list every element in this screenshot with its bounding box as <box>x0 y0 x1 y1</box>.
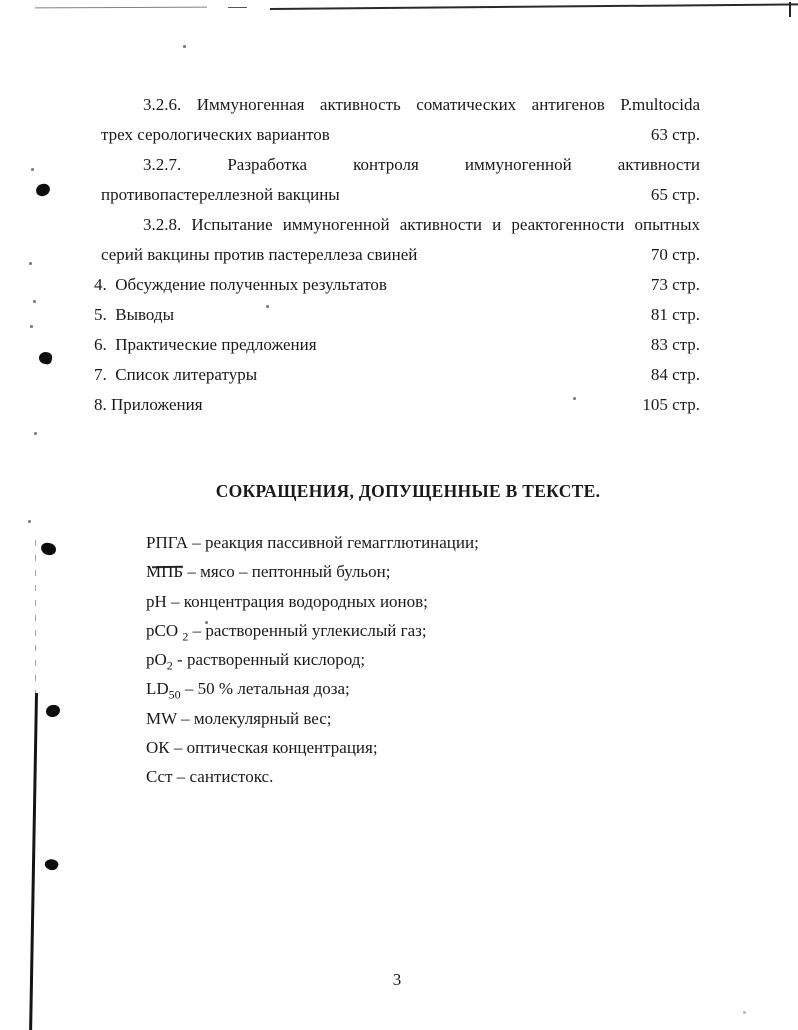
abbreviation-item <box>94 762 700 791</box>
abbr-text: MW – молекулярный вес; <box>146 708 332 728</box>
abbr-text: pO <box>146 650 167 670</box>
abbr-text: pCO <box>146 620 183 640</box>
toc-entry-8 <box>94 390 700 420</box>
toc-entry-3-2-6 <box>94 90 700 150</box>
scan-speck <box>31 168 34 171</box>
scan-speck <box>34 432 37 435</box>
scan-speck <box>743 1011 746 1014</box>
toc-page-ref: 83 стр. <box>650 335 700 354</box>
abbreviation-item <box>94 674 700 703</box>
scan-top-line-main <box>270 3 798 10</box>
toc-entry-title: 3.2.8. Испытание иммуногенной активности и реактогенности опытных <box>143 215 700 234</box>
abbr-text: – растворенный углекислый газ; <box>188 620 427 640</box>
page-number: 3 <box>392 970 402 989</box>
ink-blob <box>45 704 61 718</box>
scan-top-line-dash <box>228 7 247 9</box>
toc-page-ref: 81 стр. <box>650 305 700 324</box>
toc-entry-title: 3.2.6. Иммуногенная активность соматических антигенов P.multocida <box>143 95 700 114</box>
scan-speck <box>183 45 186 48</box>
scan-speck <box>28 520 31 523</box>
toc-entry-title-continuation: трех серологических вариантов <box>101 125 330 144</box>
scan-speck <box>33 300 36 303</box>
toc-entry-4 <box>94 270 700 300</box>
abbreviation-item <box>94 557 700 586</box>
toc-page-ref: 63 стр. <box>650 125 700 144</box>
abbreviation-item <box>94 645 700 674</box>
abbr-text: МПБ – мясо – пептонный бульон; <box>146 562 391 582</box>
abbreviation-item <box>94 587 700 616</box>
scan-left-margin-line-faint <box>35 540 36 696</box>
abbr-text: - растворенный кислород; <box>172 650 366 670</box>
scan-speck <box>29 262 32 265</box>
abbreviation-list <box>94 528 700 792</box>
toc-entry-title: 6. Практические предложения <box>94 335 317 354</box>
toc-entry-title: 3.2.7. Разработка контроля иммуногенной активности <box>143 155 700 174</box>
toc-entry-title-continuation: серий вакцины против пастереллеза свиней <box>101 245 418 264</box>
scan-corner-tick <box>789 2 791 17</box>
abbr-subscript: 2 <box>182 629 189 644</box>
abbreviation-item <box>94 616 700 645</box>
ink-blob <box>35 182 52 197</box>
toc-entry-title: 7. Список литературы <box>94 365 258 384</box>
table-of-contents <box>94 90 700 420</box>
toc-entry-3-2-7 <box>94 150 700 210</box>
abbr-text: ОК – оптическая концентрация; <box>146 738 378 758</box>
abbr-text: Сст – сантистокс. <box>146 767 274 787</box>
abbreviation-item <box>94 733 700 762</box>
scan-speck <box>30 325 33 328</box>
abbr-text: LD <box>146 679 169 699</box>
toc-entry-title: 8. Приложения <box>94 395 203 414</box>
toc-entry-3-2-8 <box>94 210 700 270</box>
scan-left-margin-line <box>29 693 37 1030</box>
ink-blob <box>43 857 60 873</box>
abbr-text: – 50 % летальная доза; <box>180 679 350 699</box>
toc-entry-title-continuation: противопастереллезной вакцины <box>101 185 340 204</box>
ink-blob <box>38 351 53 365</box>
abbr-text: pH – концентрация водородных ионов; <box>146 591 428 611</box>
abbr-subscript: 2 <box>166 658 173 673</box>
abbr-text: РПГА – реакция пассивной гемагглютинации; <box>146 533 479 552</box>
scan-top-line-left <box>35 7 207 9</box>
toc-page-ref: 105 стр. <box>642 395 700 414</box>
toc-entry-title: 4. Обсуждение полученных результатов <box>94 275 387 294</box>
toc-page-ref: 70 стр. <box>650 245 700 264</box>
toc-page-ref: 84 стр. <box>650 365 700 384</box>
toc-entry-5 <box>94 300 700 330</box>
ink-blob <box>40 542 57 556</box>
toc-page-ref: 73 стр. <box>650 275 700 294</box>
toc-entry-6 <box>94 330 700 360</box>
abbr-subscript: 50 <box>168 687 181 702</box>
abbreviation-item <box>94 704 700 733</box>
toc-entry-7 <box>94 360 700 390</box>
toc-page-ref: 65 стр. <box>650 185 700 204</box>
abbreviation-item <box>94 528 700 557</box>
section-heading: СОКРАЩЕНИЯ, ДОПУЩЕННЫЕ В ТЕКСТЕ. <box>215 481 601 501</box>
toc-entry-title: 5. Выводы <box>94 305 175 324</box>
